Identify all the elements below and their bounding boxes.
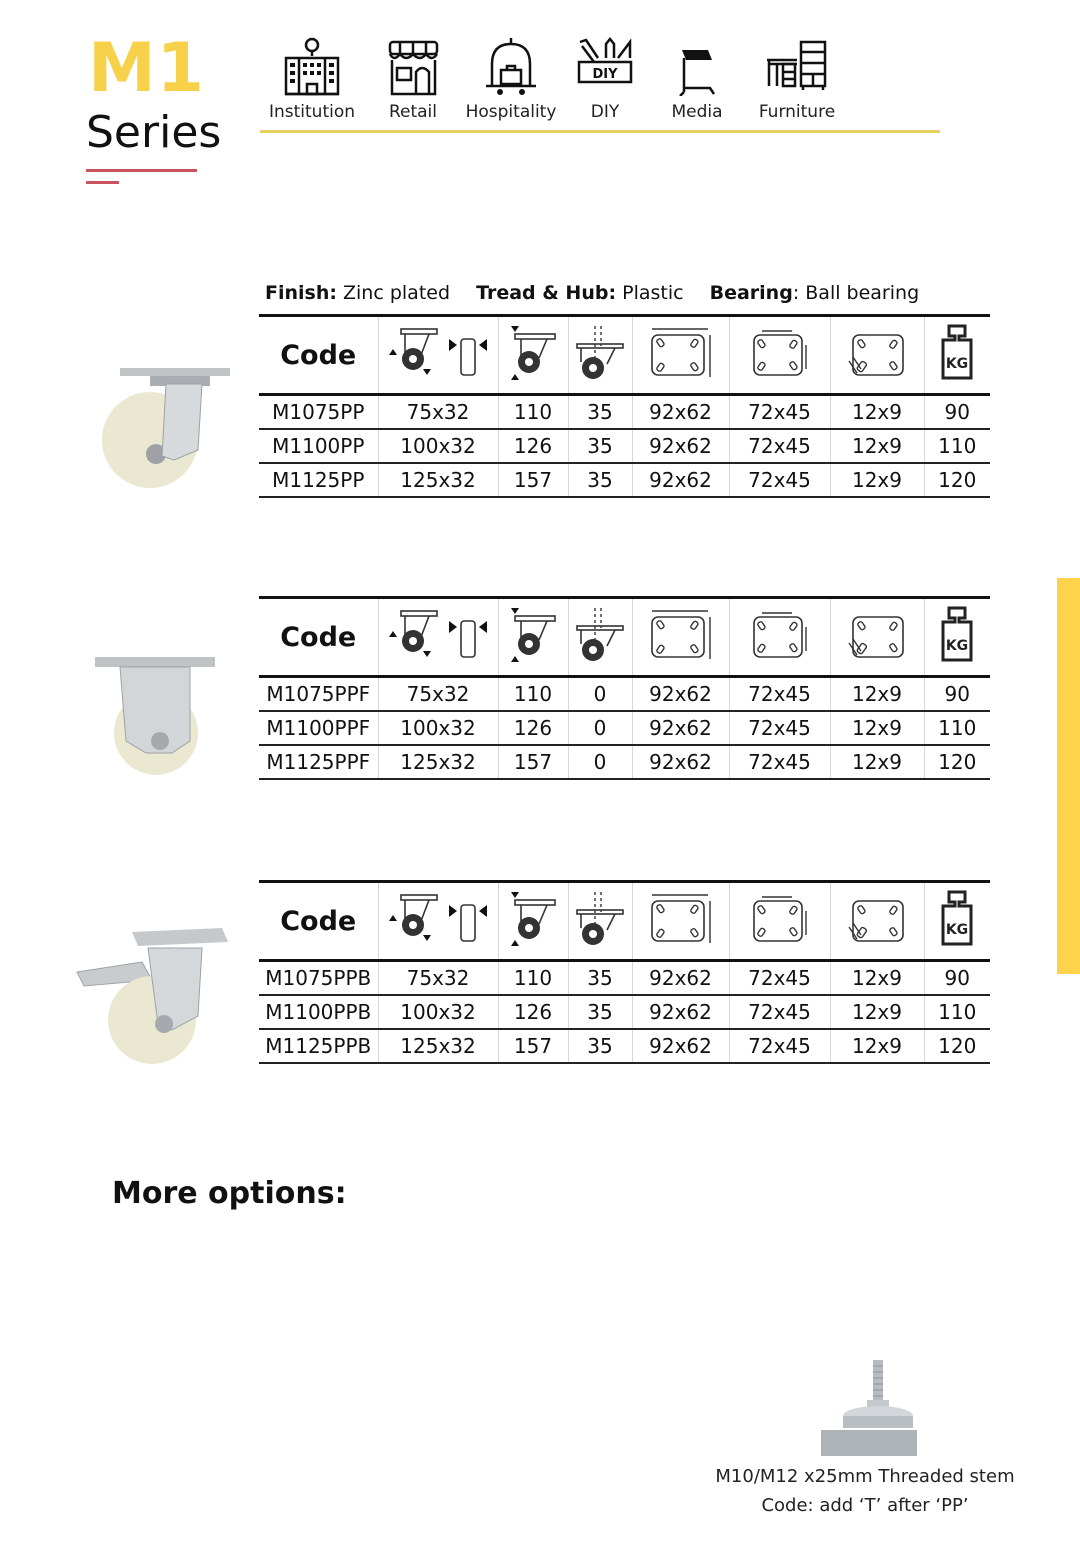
offset-header xyxy=(568,882,632,961)
bolt-spacing-cell: 72x45 xyxy=(729,395,830,430)
bolt-hole-size-icon xyxy=(845,609,909,661)
bolt-hole-header xyxy=(830,882,924,961)
height-cell: 110 xyxy=(498,677,568,712)
code-cell: M1125PPF xyxy=(266,750,371,774)
bolt-spacing-cell: 72x45 xyxy=(729,1029,830,1063)
load-capacity-icon xyxy=(937,890,977,948)
industry-label: Hospitality xyxy=(465,102,557,122)
offset-cell: 35 xyxy=(568,395,632,430)
plate-size-header xyxy=(632,882,729,961)
table-row xyxy=(259,1029,990,1063)
load-cell: 120 xyxy=(924,745,990,779)
offset-cell: 35 xyxy=(568,429,632,463)
industry-institution xyxy=(262,36,362,122)
bearing-label: Bearing xyxy=(709,282,793,304)
bearing-value: Ball bearing xyxy=(805,282,920,304)
industry-label: Institution xyxy=(268,102,356,122)
table-row xyxy=(259,745,990,779)
industry-divider xyxy=(260,130,940,133)
option-code-note: Code: add ‘T’ after ‘PP’ xyxy=(761,1495,969,1516)
offset-cell: 35 xyxy=(568,1029,632,1063)
media-stand-icon xyxy=(668,36,726,96)
industry-label: Retail xyxy=(388,102,438,122)
plate-cell: 92x62 xyxy=(632,677,729,712)
industry-label: DIY xyxy=(590,102,620,122)
wheel-size-cell: 100x32 xyxy=(378,711,498,745)
height-header xyxy=(498,598,568,677)
plate-cell: 92x62 xyxy=(632,711,729,745)
swivel-spec-table xyxy=(259,314,990,498)
load-cell: 110 xyxy=(924,995,990,1029)
offset-cell: 35 xyxy=(568,995,632,1029)
height-cell: 126 xyxy=(498,429,568,463)
plate-cell: 92x62 xyxy=(632,395,729,430)
finish-label: Finish: xyxy=(265,282,337,304)
plate-size-header xyxy=(632,598,729,677)
table-row xyxy=(259,711,990,745)
bolt-spacing-cell: 72x45 xyxy=(729,995,830,1029)
plate-size-header xyxy=(632,316,729,395)
bolt-spacing-header xyxy=(729,316,830,395)
option-caption: M10/M12 x25mm Threaded stem xyxy=(715,1466,1015,1487)
svg-text:DIY: DIY xyxy=(592,67,618,82)
code-cell: M1075PP xyxy=(272,400,365,424)
offset-cell: 35 xyxy=(568,961,632,996)
load-header xyxy=(924,598,990,677)
table-row xyxy=(259,463,990,497)
bolt-hole-cell: 12x9 xyxy=(830,677,924,712)
bolt-hole-cell: 12x9 xyxy=(830,1029,924,1063)
bolt-hole-spacing-icon xyxy=(748,893,812,945)
code-header: Code xyxy=(280,339,357,371)
offset-icon xyxy=(573,324,627,382)
storefront-icon xyxy=(384,36,442,96)
height-cell: 126 xyxy=(498,995,568,1029)
finish-value: Zinc plated xyxy=(343,282,451,304)
overall-height-icon xyxy=(505,606,561,664)
load-cell: 110 xyxy=(924,711,990,745)
plate-size-icon xyxy=(646,607,716,663)
bolt-hole-cell: 12x9 xyxy=(830,961,924,996)
code-cell: M1100PPF xyxy=(266,716,371,740)
overall-height-icon xyxy=(505,324,561,382)
wheel-size-cell: 100x32 xyxy=(378,429,498,463)
load-cell: 120 xyxy=(924,1029,990,1063)
bolt-hole-cell: 12x9 xyxy=(830,463,924,497)
swivel-caster-image xyxy=(90,360,240,510)
threaded-stem-image xyxy=(815,1360,925,1461)
wheel-size-cell: 125x32 xyxy=(378,745,498,779)
bolt-hole-cell: 12x9 xyxy=(830,745,924,779)
code-cell: M1075PPF xyxy=(266,682,371,706)
material-specs xyxy=(265,282,919,304)
load-cell: 120 xyxy=(924,463,990,497)
building-icon xyxy=(283,36,341,96)
plate-cell: 92x62 xyxy=(632,463,729,497)
bolt-hole-spacing-icon xyxy=(748,327,812,379)
title-underline xyxy=(86,169,197,172)
svg-text:KG: KG xyxy=(946,922,969,938)
plate-size-icon xyxy=(646,325,716,381)
height-cell: 110 xyxy=(498,961,568,996)
wheel-size-icon xyxy=(383,325,493,381)
plate-cell: 92x62 xyxy=(632,745,729,779)
load-capacity-icon xyxy=(937,606,977,664)
code-cell: M1075PPB xyxy=(265,966,372,990)
bolt-hole-cell: 12x9 xyxy=(830,429,924,463)
bolt-hole-size-icon xyxy=(845,893,909,945)
industry-diy xyxy=(555,36,655,122)
industry-furniture xyxy=(747,36,847,122)
series-title: Series xyxy=(86,107,222,158)
load-cell: 90 xyxy=(924,677,990,712)
offset-icon xyxy=(573,606,627,664)
bolt-hole-cell: 12x9 xyxy=(830,995,924,1029)
table-row xyxy=(259,961,990,996)
bolt-hole-header xyxy=(830,316,924,395)
code-header: Code xyxy=(280,905,357,937)
svg-text:KG: KG xyxy=(946,356,969,372)
bearing-colon: : xyxy=(792,282,800,304)
height-header xyxy=(498,882,568,961)
bolt-hole-header xyxy=(830,598,924,677)
more-options-title: More options: xyxy=(112,1176,347,1211)
wheel-size-cell: 75x32 xyxy=(378,677,498,712)
table-row xyxy=(259,677,990,712)
wheel-size-cell: 75x32 xyxy=(378,395,498,430)
bolt-spacing-cell: 72x45 xyxy=(729,429,830,463)
wheel-size-cell: 75x32 xyxy=(378,961,498,996)
bolt-hole-cell: 12x9 xyxy=(830,711,924,745)
table-row xyxy=(259,395,990,430)
bolt-spacing-cell: 72x45 xyxy=(729,961,830,996)
load-cell: 90 xyxy=(924,395,990,430)
wheel-size-cell: 125x32 xyxy=(378,1029,498,1063)
series-model: M1 xyxy=(88,29,205,108)
offset-cell: 35 xyxy=(568,463,632,497)
wheel-size-icon xyxy=(383,607,493,663)
plate-size-icon xyxy=(646,891,716,947)
wheel-size-cell: 125x32 xyxy=(378,463,498,497)
plate-cell: 92x62 xyxy=(632,995,729,1029)
load-capacity-icon xyxy=(937,324,977,382)
code-cell: M1125PP xyxy=(272,468,365,492)
code-cell: M1100PP xyxy=(272,434,365,458)
plate-cell: 92x62 xyxy=(632,429,729,463)
wheel-size-header xyxy=(378,316,498,395)
offset-header xyxy=(568,316,632,395)
wheel-size-cell: 100x32 xyxy=(378,995,498,1029)
industry-label: Furniture xyxy=(758,102,836,122)
load-cell: 110 xyxy=(924,429,990,463)
bolt-spacing-cell: 72x45 xyxy=(729,463,830,497)
industry-label: Media xyxy=(671,102,723,122)
height-cell: 157 xyxy=(498,463,568,497)
bolt-hole-spacing-icon xyxy=(748,609,812,661)
height-header xyxy=(498,316,568,395)
fixed-spec-table xyxy=(259,596,990,780)
furniture-icon xyxy=(763,36,831,96)
height-cell: 157 xyxy=(498,1029,568,1063)
bolt-hole-cell: 12x9 xyxy=(830,395,924,430)
offset-header xyxy=(568,598,632,677)
bolt-spacing-cell: 72x45 xyxy=(729,711,830,745)
tread-value: Plastic xyxy=(622,282,684,304)
bolt-spacing-header xyxy=(729,598,830,677)
bolt-spacing-cell: 72x45 xyxy=(729,677,830,712)
wheel-size-header xyxy=(378,598,498,677)
side-accent-bar xyxy=(1057,578,1080,974)
bolt-hole-size-icon xyxy=(845,327,909,379)
tread-label: Tread & Hub: xyxy=(476,282,617,304)
table-row xyxy=(259,429,990,463)
plate-cell: 92x62 xyxy=(632,1029,729,1063)
bolt-spacing-header xyxy=(729,882,830,961)
fixed-caster-image xyxy=(90,645,240,790)
toolbox-icon xyxy=(576,36,634,96)
plate-cell: 92x62 xyxy=(632,961,729,996)
load-header xyxy=(924,316,990,395)
title-underline-short xyxy=(86,181,119,184)
offset-cell: 0 xyxy=(568,745,632,779)
offset-cell: 0 xyxy=(568,711,632,745)
industry-media xyxy=(647,36,747,122)
code-header: Code xyxy=(280,621,357,653)
industry-retail xyxy=(363,36,463,122)
table-row xyxy=(259,995,990,1029)
bolt-spacing-cell: 72x45 xyxy=(729,745,830,779)
load-header xyxy=(924,882,990,961)
height-cell: 157 xyxy=(498,745,568,779)
offset-icon xyxy=(573,890,627,948)
code-cell: M1100PPB xyxy=(265,1000,372,1024)
luggage-cart-icon xyxy=(482,36,540,96)
code-cell: M1125PPB xyxy=(265,1034,372,1058)
load-cell: 90 xyxy=(924,961,990,996)
svg-text:KG: KG xyxy=(946,638,969,654)
overall-height-icon xyxy=(505,890,561,948)
industry-hospitality xyxy=(461,36,561,122)
wheel-size-icon xyxy=(383,891,493,947)
height-cell: 110 xyxy=(498,395,568,430)
wheel-size-header xyxy=(378,882,498,961)
offset-cell: 0 xyxy=(568,677,632,712)
brake-caster-image xyxy=(72,920,242,1075)
brake-spec-table xyxy=(259,880,990,1064)
height-cell: 126 xyxy=(498,711,568,745)
